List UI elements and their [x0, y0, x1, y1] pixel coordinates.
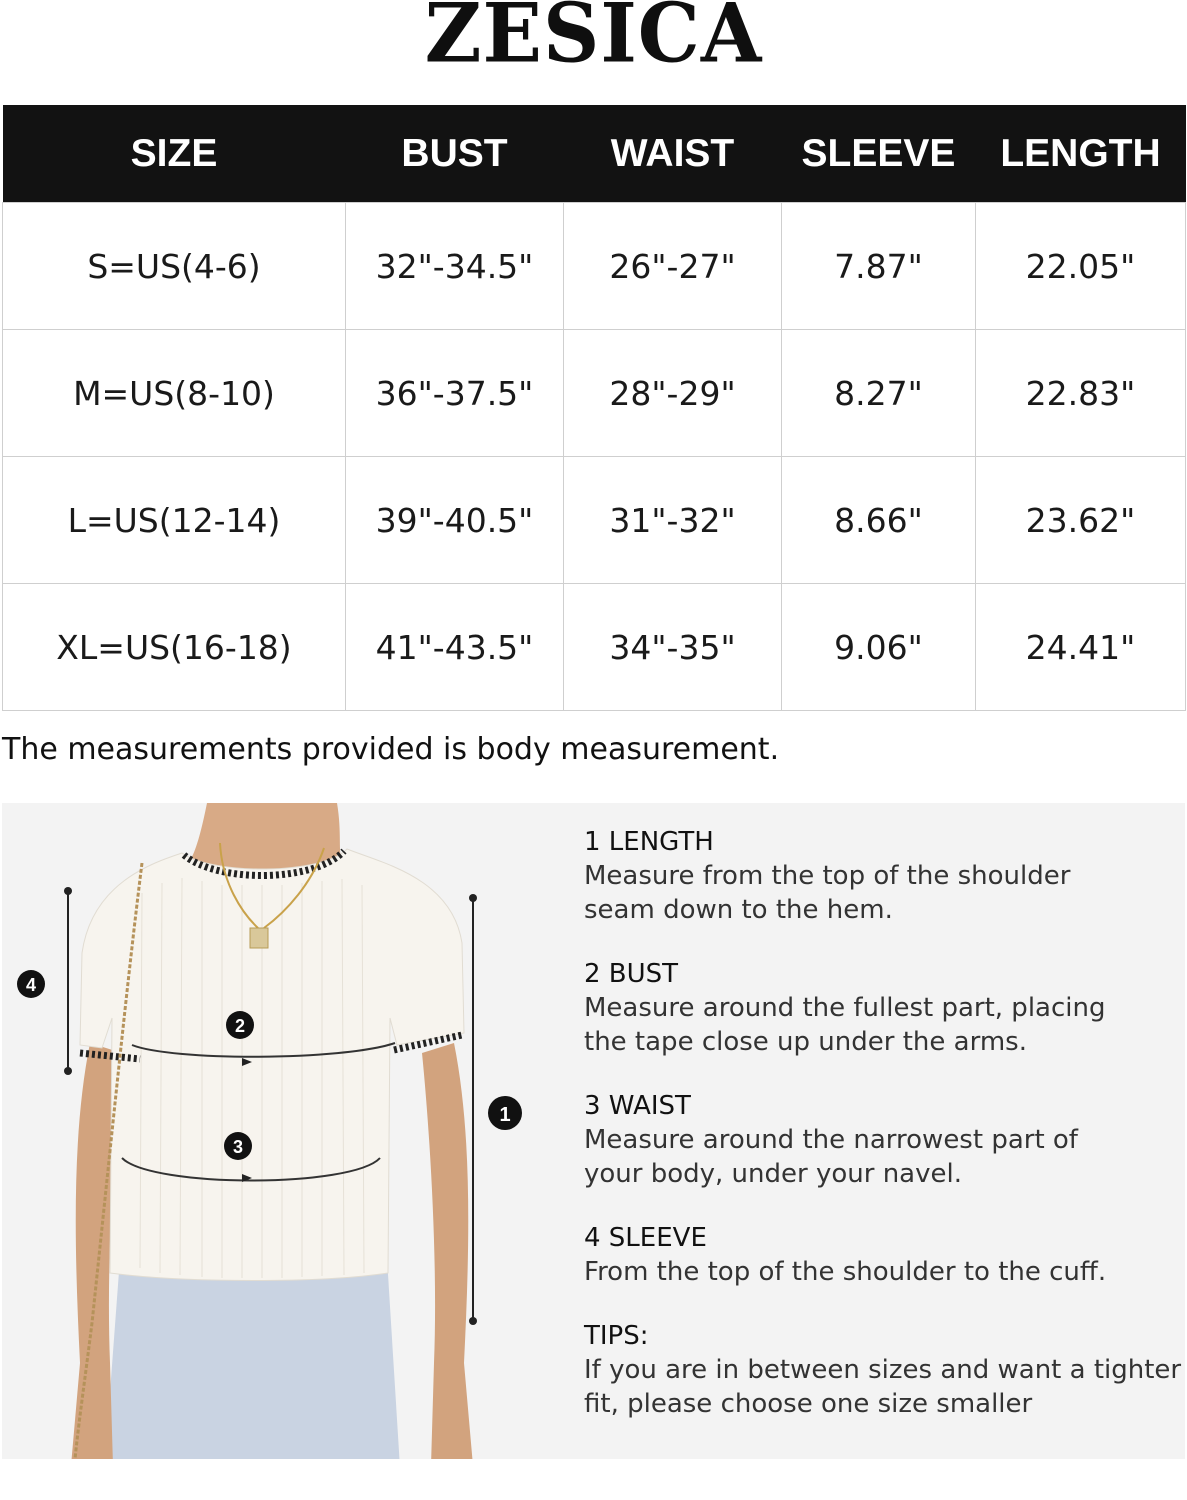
step-waist	[584, 1089, 1184, 1191]
cell-length: 22.83"	[976, 330, 1186, 457]
measurement-note: The measurements provided is body measurement.	[2, 732, 780, 767]
header-sleeve: SLEEVE	[782, 105, 976, 203]
cell-size: M=US(8-10)	[3, 330, 346, 457]
cell-waist: 26"-27"	[564, 203, 782, 330]
table-header-row	[3, 105, 1186, 203]
header-bust: BUST	[346, 105, 564, 203]
tips-text: fit, please choose one size smaller	[584, 1389, 1033, 1419]
marker-3-icon	[224, 1132, 252, 1160]
cell-waist: 34"-35"	[564, 584, 782, 711]
step-text: Measure around the narrowest part of	[584, 1125, 1078, 1155]
step-bust	[584, 957, 1184, 1059]
tips	[584, 1319, 1184, 1421]
step-text: your body, under your navel.	[584, 1159, 962, 1189]
cell-sleeve: 7.87"	[782, 203, 976, 330]
table-row	[3, 457, 1186, 584]
step-text: From the top of the shoulder to the cuff.	[584, 1257, 1107, 1287]
cell-sleeve: 9.06"	[782, 584, 976, 711]
cell-length: 23.62"	[976, 457, 1186, 584]
measurement-guide-panel	[2, 803, 1185, 1459]
cell-sleeve: 8.66"	[782, 457, 976, 584]
step-title: 2 BUST	[584, 959, 679, 989]
cell-waist: 28"-29"	[564, 330, 782, 457]
step-sleeve	[584, 1221, 1184, 1289]
step-text: seam down to the hem.	[584, 895, 893, 925]
header-size: SIZE	[3, 105, 346, 203]
cell-length: 22.05"	[976, 203, 1186, 330]
cell-bust: 41"-43.5"	[346, 584, 564, 711]
cell-size: L=US(12-14)	[3, 457, 346, 584]
marker-1-icon	[488, 1096, 522, 1130]
tips-text: If you are in between sizes and want a tighter	[584, 1355, 1182, 1385]
step-title: 4 SLEEVE	[584, 1223, 707, 1253]
size-chart-table	[2, 105, 1186, 711]
step-text: Measure around the fullest part, placing	[584, 993, 1106, 1023]
marker-2-icon	[226, 1011, 254, 1039]
step-title: 1 LENGTH	[584, 827, 714, 857]
table-row	[3, 330, 1186, 457]
marker-4-icon	[17, 970, 45, 998]
svg-text:4: 4	[25, 975, 37, 995]
table-row	[3, 203, 1186, 330]
model-figure	[2, 803, 542, 1459]
table-row	[3, 584, 1186, 711]
step-title: 3 WAIST	[584, 1091, 691, 1121]
svg-text:3: 3	[232, 1137, 244, 1157]
step-text: Measure from the top of the shoulder	[584, 861, 1071, 891]
brand-logo: ZESICA	[424, 0, 763, 82]
cell-length: 24.41"	[976, 584, 1186, 711]
cell-bust: 32"-34.5"	[346, 203, 564, 330]
header-length: LENGTH	[976, 105, 1186, 203]
step-text: the tape close up under the arms.	[584, 1027, 1027, 1057]
cell-sleeve: 8.27"	[782, 330, 976, 457]
header-waist: WAIST	[564, 105, 782, 203]
svg-text:1: 1	[499, 1104, 511, 1126]
measurement-instructions	[584, 825, 1184, 1451]
cell-bust: 39"-40.5"	[346, 457, 564, 584]
tips-title: TIPS:	[584, 1321, 649, 1351]
cell-size: XL=US(16-18)	[3, 584, 346, 711]
cell-size: S=US(4-6)	[3, 203, 346, 330]
cell-waist: 31"-32"	[564, 457, 782, 584]
cell-bust: 36"-37.5"	[346, 330, 564, 457]
step-length	[584, 825, 1184, 927]
svg-text:2: 2	[234, 1016, 246, 1036]
